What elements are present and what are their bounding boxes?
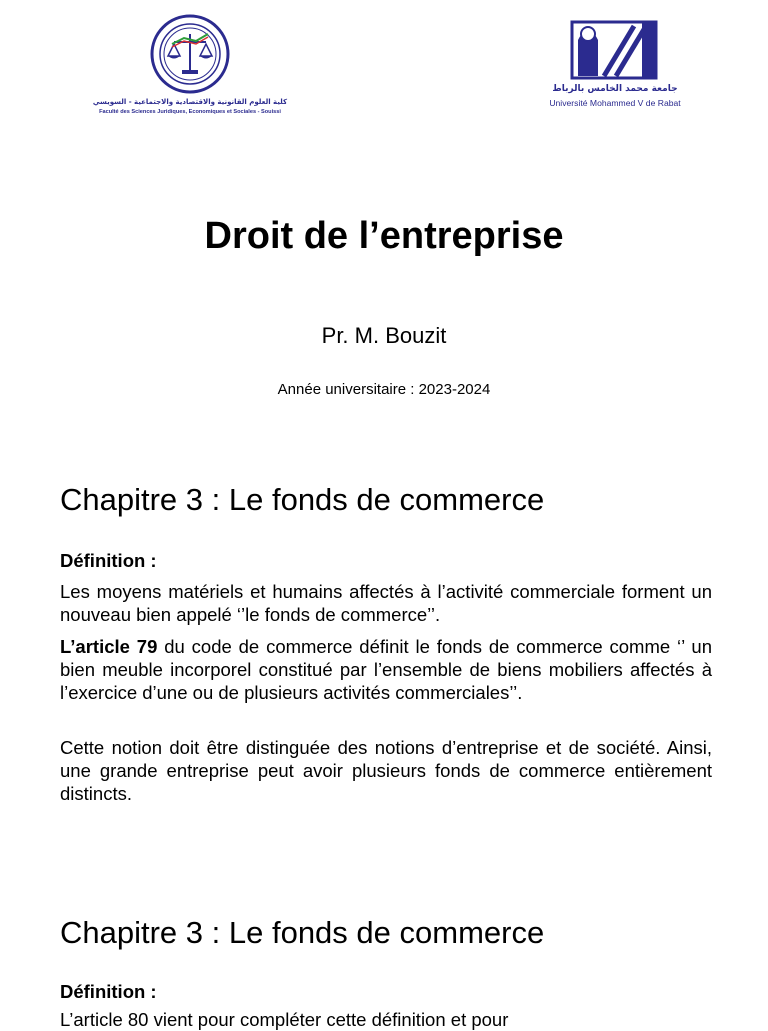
article-reference: L’article 79	[60, 636, 158, 657]
document-title: Droit de l’entreprise	[204, 215, 564, 257]
paragraph: Les moyens matériels et humains affectés à l’activité commerciale forment un nouveau bien appelé ‘’le fonds de commerce’’.	[60, 581, 712, 625]
university-emblem-icon	[570, 16, 662, 82]
author-name: Pr. M. Bouzit	[321, 323, 447, 348]
faculty-logo	[90, 14, 290, 114]
academic-year: Année universitaire : 2023-2024	[277, 381, 491, 398]
definition-label: Définition :	[60, 550, 157, 571]
paragraph-text: du code de commerce définit le fonds de commerce comme ‘’ un bien meuble incorporel constitué par l’ensemble de biens mobiliers affectés à l’exercice d’une ou de plusieurs activités commerciales’’.	[60, 636, 712, 703]
faculty-french-name: Faculté des Sciences Juridiques, Economiques et Sociales - Souissi	[99, 109, 281, 115]
chapter-title: Chapitre 3 : Le fonds de commerce	[60, 482, 545, 517]
faculty-seal-icon	[150, 14, 230, 94]
definition-label: Définition :	[60, 981, 157, 1002]
paragraph: Cette notion doit être distinguée des notions d’entreprise et de société. Ainsi, une grande entreprise peut avoir plusieurs fonds de commerce entièrement distincts.	[60, 737, 712, 804]
faculty-arabic-name: كلية العلوم القانونية والاقتصادية والاجتماعية - السويسي	[92, 98, 288, 106]
paragraph	[60, 635, 712, 704]
paragraph: L’article 80 vient pour compléter cette définition et pour	[60, 1009, 509, 1030]
university-logo	[540, 16, 690, 112]
university-arabic-name: جامعة محمد الخامس بالرباط	[552, 84, 678, 94]
chapter-title: Chapitre 3 : Le fonds de commerce	[60, 915, 545, 950]
university-french-name: Université Mohammed V de Rabat	[549, 98, 681, 108]
